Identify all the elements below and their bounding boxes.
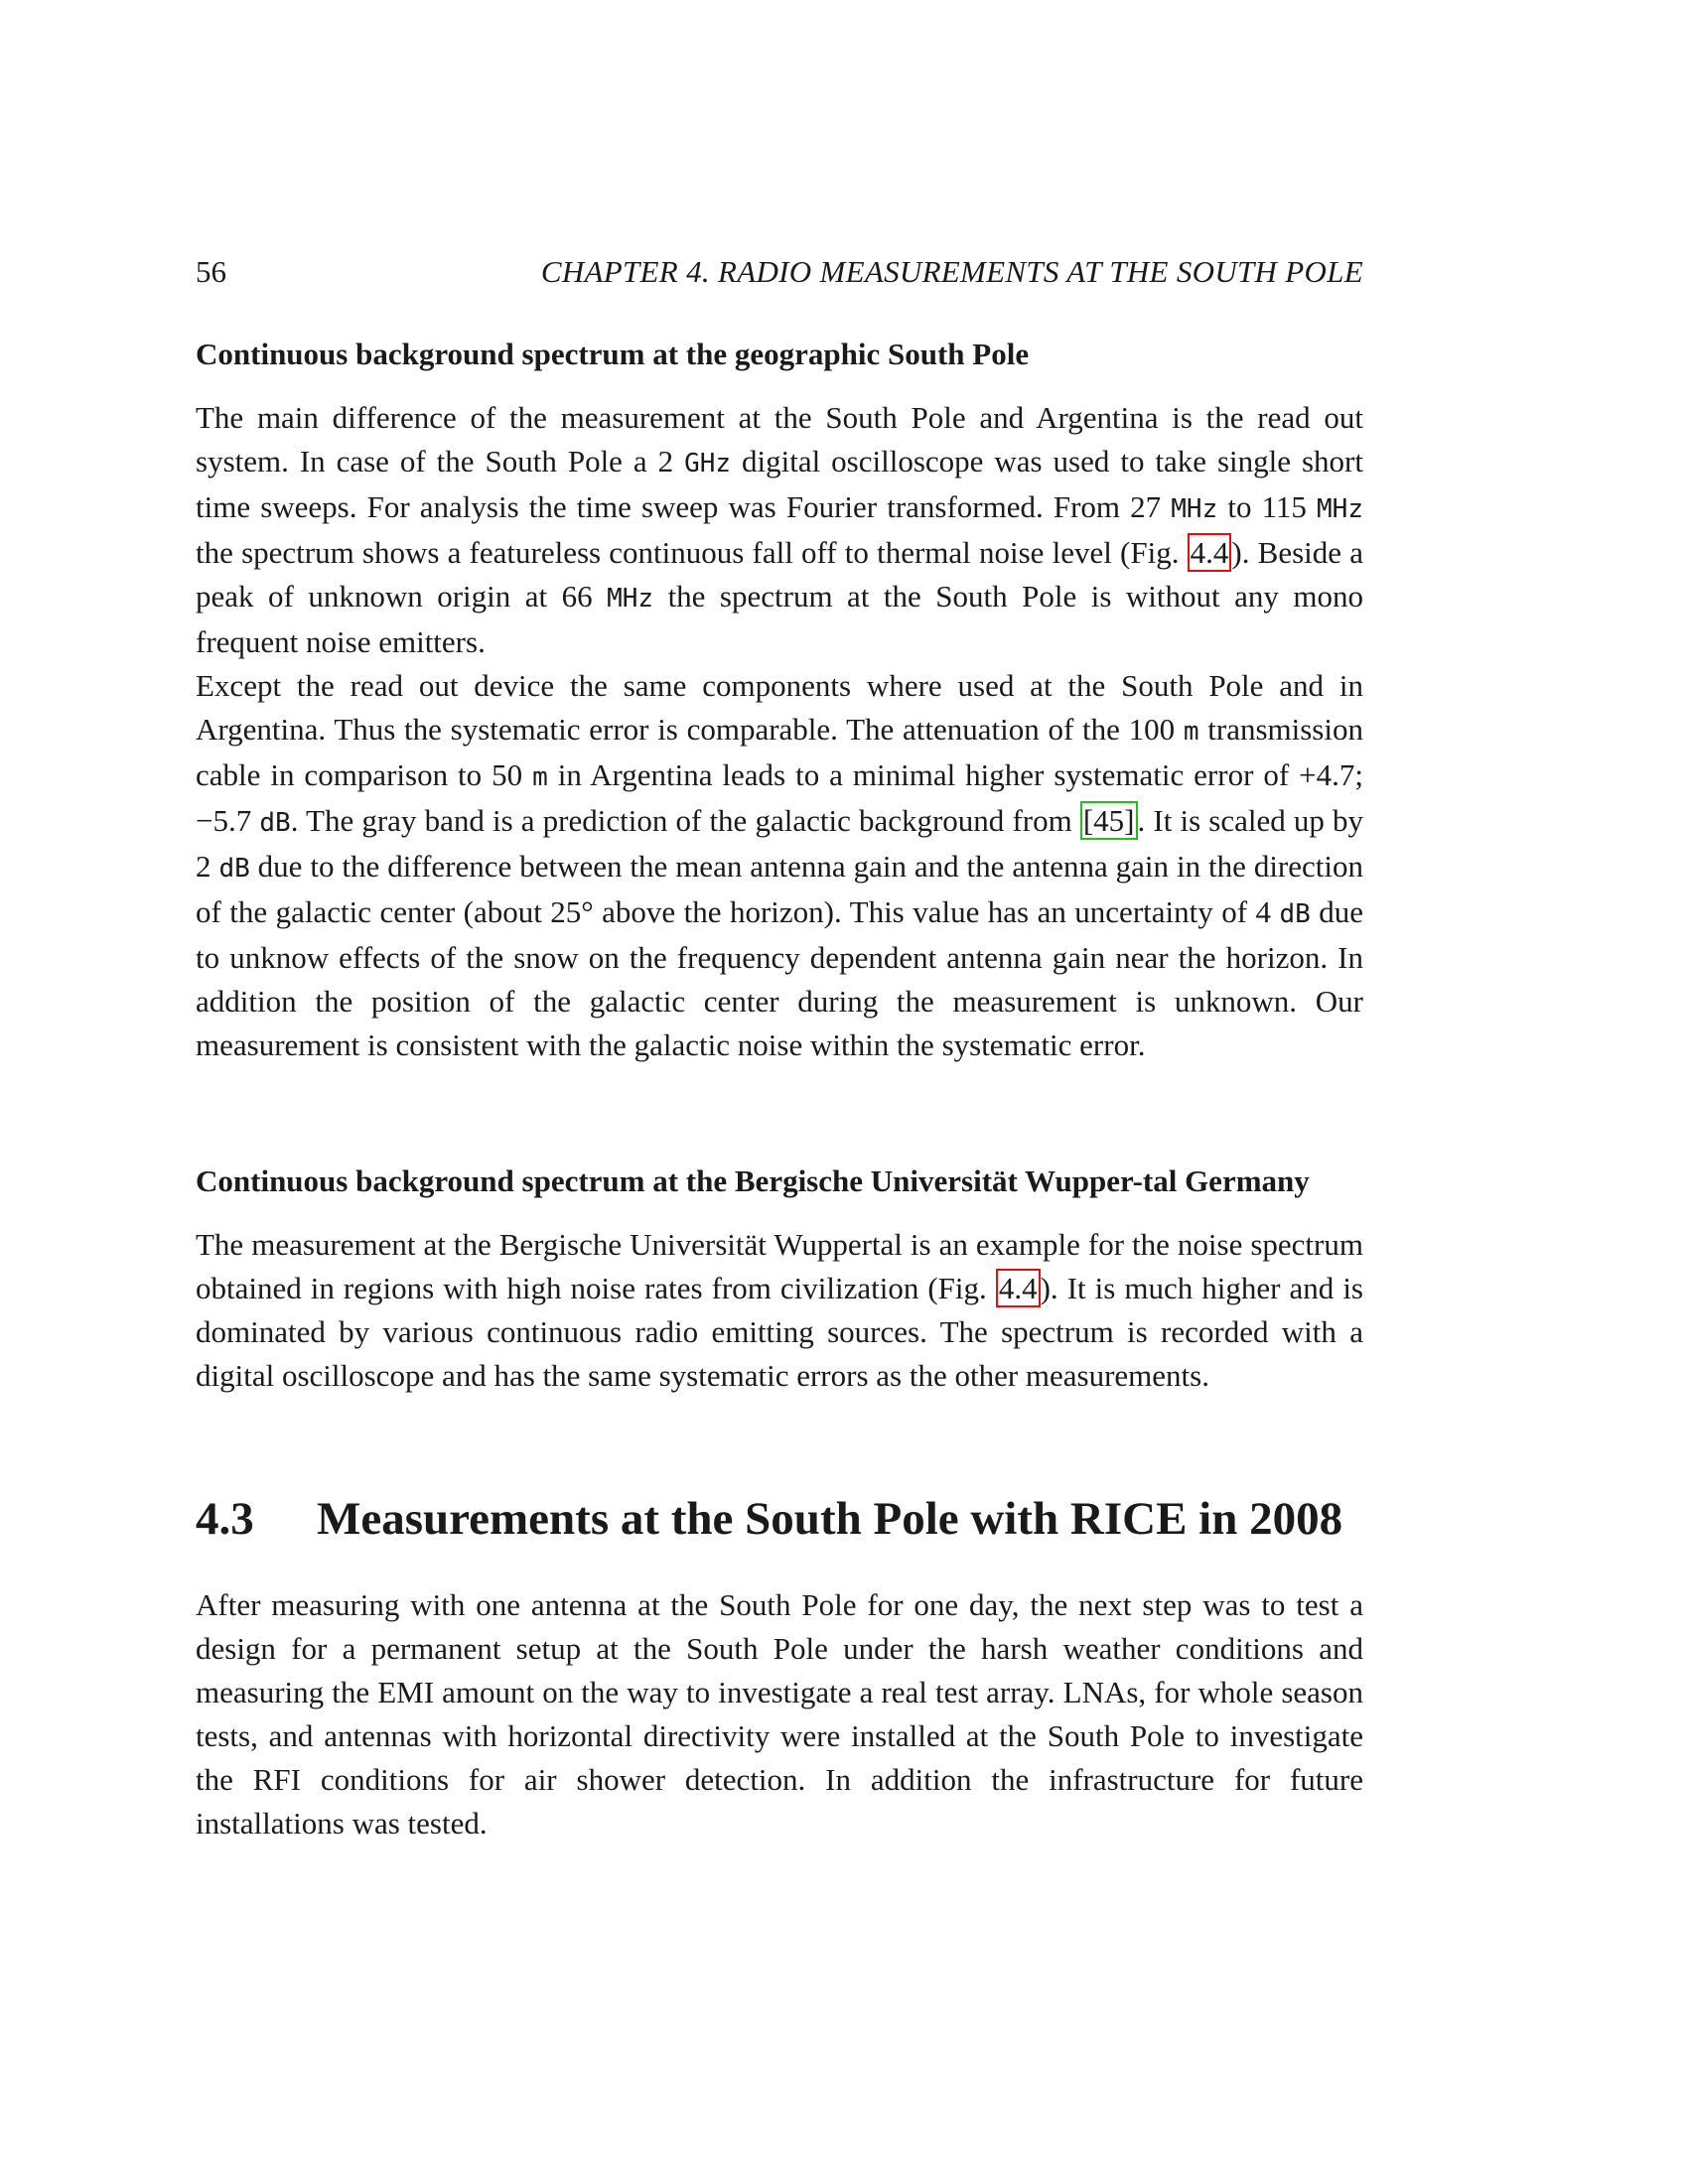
page xyxy=(196,254,1363,1845)
subsection-title-south-pole: Continuous background spectrum at the geographic South Pole xyxy=(196,337,1030,371)
section-title: Measurements at the South Pole with RICE in 2008 xyxy=(317,1493,1343,1545)
paragraph-south-pole-2: Except the read out device the same components where used at the South Pole and in Argentina. Thus the systematic error is comparable. The attenuation of the 100 m transmission cable in comparison to 50 m in Argentina leads to a minimal higher systematic error of +4.7; −5.7 dB. The gray band is a prediction of the galactic background from [45]. It is scaled up by 2 dB due to the difference between the mean antenna gain and the antenna gain in the direction of the galactic center (about 25° above the horizon). This value has an uncertainty of 4 dB due to unknow effects of the snow on the frequency dependent antenna gain near the horizon. In addition the position of the galactic center during the measurement is unknown. Our measurement is consistent with the galactic noise within the systematic error. xyxy=(196,668,1363,1062)
subsection-title-wuppertal: Continuous background spectrum at the Bergische Universität Wupper-tal Germany xyxy=(196,1163,1310,1198)
figure-ref-link[interactable]: 4.4 xyxy=(1188,533,1232,572)
section-number: 4.3 xyxy=(196,1493,254,1545)
running-head xyxy=(196,254,1363,298)
paragraph-wuppertal: The measurement at the Bergische Universität Wuppertal is an example for the noise spectrum obtained in regions with high noise rates from civilization (Fig. 4.4). It is much higher and is dominated by various continuous radio emitting sources. The spectrum is recorded with a digital oscilloscope and has the same systematic errors as the other measurements. xyxy=(196,1227,1363,1393)
paragraph-south-pole-1: The main difference of the measurement at the South Pole and Argentina is the read out system. In case of the South Pole a 2 GHz digital oscilloscope was used to take single short time sweeps. For analysis the time sweep was Fourier transformed. From 27 MHz to 115 MHz the spectrum shows a featureless continuous fall off to thermal noise level (Fig. 4.4). Beside a peak of unknown origin at 66 MHz the spectrum at the South Pole is without any mono frequent noise emitters. xyxy=(196,400,1363,659)
chapter-title: CHAPTER 4. RADIO MEASUREMENTS AT THE SOUTH POLE xyxy=(540,254,1363,289)
figure-ref-link[interactable]: 4.4 xyxy=(996,1269,1041,1307)
paragraph-rice-2008: After measuring with one antenna at the South Pole for one day, the next step was to test a design for a permanent setup at the South Pole under the harsh weather conditions and measuring the EMI amount on the way to investigate a real test array. LNAs, for whole season tests, and antennas with horizontal directivity were installed at the South Pole to investigate the RFI conditions for air shower detection. In addition the infrastructure for future installations was tested. xyxy=(196,1587,1363,1841)
section-heading xyxy=(196,1489,1363,1550)
page-number: 56 xyxy=(196,254,226,289)
citation-link[interactable]: [45] xyxy=(1080,801,1138,840)
